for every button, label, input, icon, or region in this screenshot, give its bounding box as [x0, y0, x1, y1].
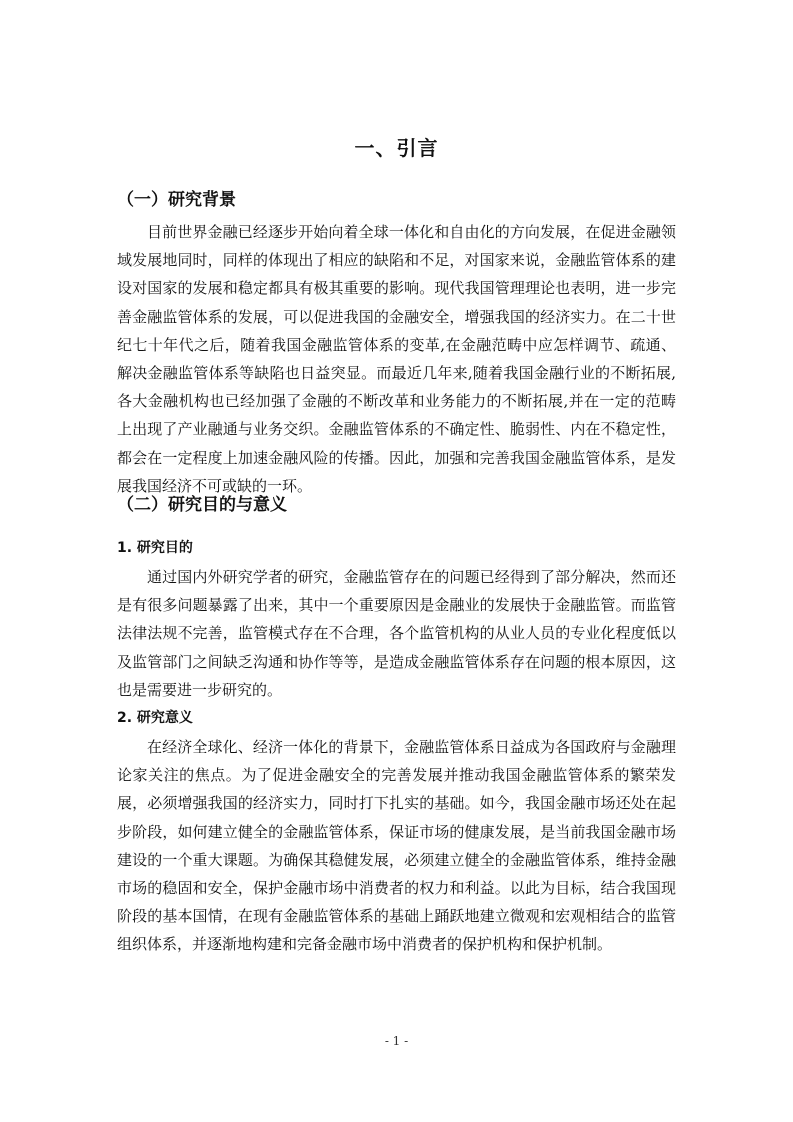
page-number: - 1 -: [384, 1034, 409, 1048]
section-heading-background: （一）研究背景: [117, 190, 236, 210]
paragraph-significance: 在经济全球化、经济一体化的背景下，金融监管体系日益成为各国政府与金融理论家关注的焦点。为了促进金融安全的完善发展并推动我国金融监管体系的繁荣发展，必须增强我国的经济实力，同时打下扎实的基础。如今，我国金融市场还处在起步阶段，如何建立健全的金融监管体系，保证市场的健康发展，是当前我国金融市场建设的一个重大课题。为确保其稳健发展，必须建立健全的金融监管体系，维持金融市场的稳固和安全，保护金融市场中消费者的权力和利益。以此为目标，结合我国现阶段的基本国情，在现有金融监管体系的基础上踊跃地建立微观和宏观相结合的监管组织体系，并逐渐地构建和完备金融市场中消费者的保护机构和保护机制。: [117, 738, 676, 954]
section-heading-purpose-significance: （二）研究目的与意义: [117, 495, 287, 515]
subheading-significance: 2. 研究意义: [117, 710, 193, 726]
paragraph-purpose: 通过国内外研究学者的研究，金融监管存在的问题已经得到了部分解决，然而还是有很多问题暴露了出来，其中一个重要原因是金融业的发展快于金融监管。而监管法律法规不完善，监管模式存在不合理，各个监管机构的从业人员的专业化程度低以及监管部门之间缺乏沟通和协作等等，是造成金融监管体系存在问题的根本原因，这也是需要进一步研究的。: [117, 568, 676, 699]
chapter-title: 一、引言: [354, 136, 439, 160]
paragraph-background: 目前世界金融已经逐步开始向着全球一体化和自由化的方向发展，在促进金融领域发展地同时，同样的体现出了相应的缺陷和不足，对国家来说，金融监管体系的建设对国家的发展和稳定都具有极其重要的影响。现代我国管理理论也表明，进一步完善金融监管体系的发展，可以促进我国的金融安全，增强我国的经济实力。在二十世纪七十年代之后，随着我国金融监管体系的变革,在金融范畴中应怎样调节、疏通、解决金融监管体系等缺陷也日益突显。而最近几年来,随着我国金融行业的不断拓展,各大金融机构也已经加强了金融的不断改革和业务能力的不断拓展,并在一定的范畴上出现了产业融通与业务交织。金融监管体系的不确定性、脆弱性、内在不稳定性，都会在一定程度上加速金融风险的传播。因此，加强和完善我国金融监管体系，是发展我国经济不可或缺的一环。: [117, 223, 676, 495]
subheading-purpose: 1. 研究目的: [117, 540, 193, 556]
